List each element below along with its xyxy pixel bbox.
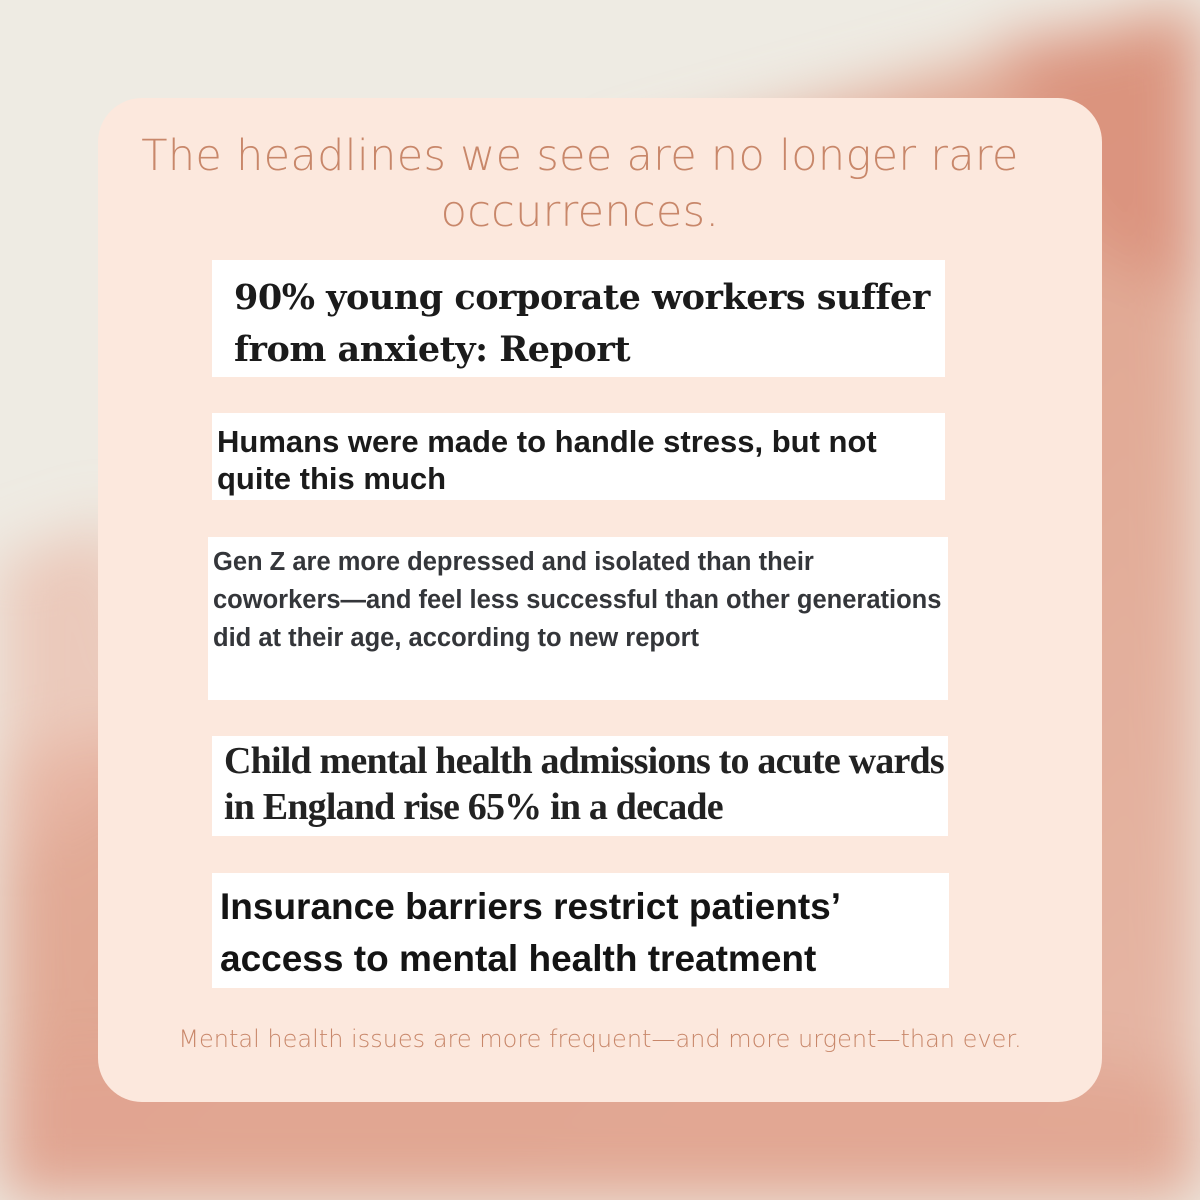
footer-caption: Mental health issues are more frequent—and more urgent—than ever.: [178, 1025, 1022, 1053]
headline-gen-z: Gen Z are more depressed and isolated than their coworkers—and feel less successful than other generations did at their age, according to new report: [208, 537, 948, 700]
page-title: The headlines we see are no longer rare occurrences.: [141, 131, 1019, 237]
headline-insurance-barriers: Insurance barriers restrict patients’ access to mental health treatment: [212, 873, 949, 988]
headline-anxiety-report: 90% young corporate workers suffer from anxiety: Report: [212, 260, 945, 377]
headline-stress: Humans were made to handle stress, but not quite this much: [212, 413, 945, 500]
headline-child-admissions: Child mental health admissions to acute wards in England rise 65% in a decade: [212, 736, 948, 836]
